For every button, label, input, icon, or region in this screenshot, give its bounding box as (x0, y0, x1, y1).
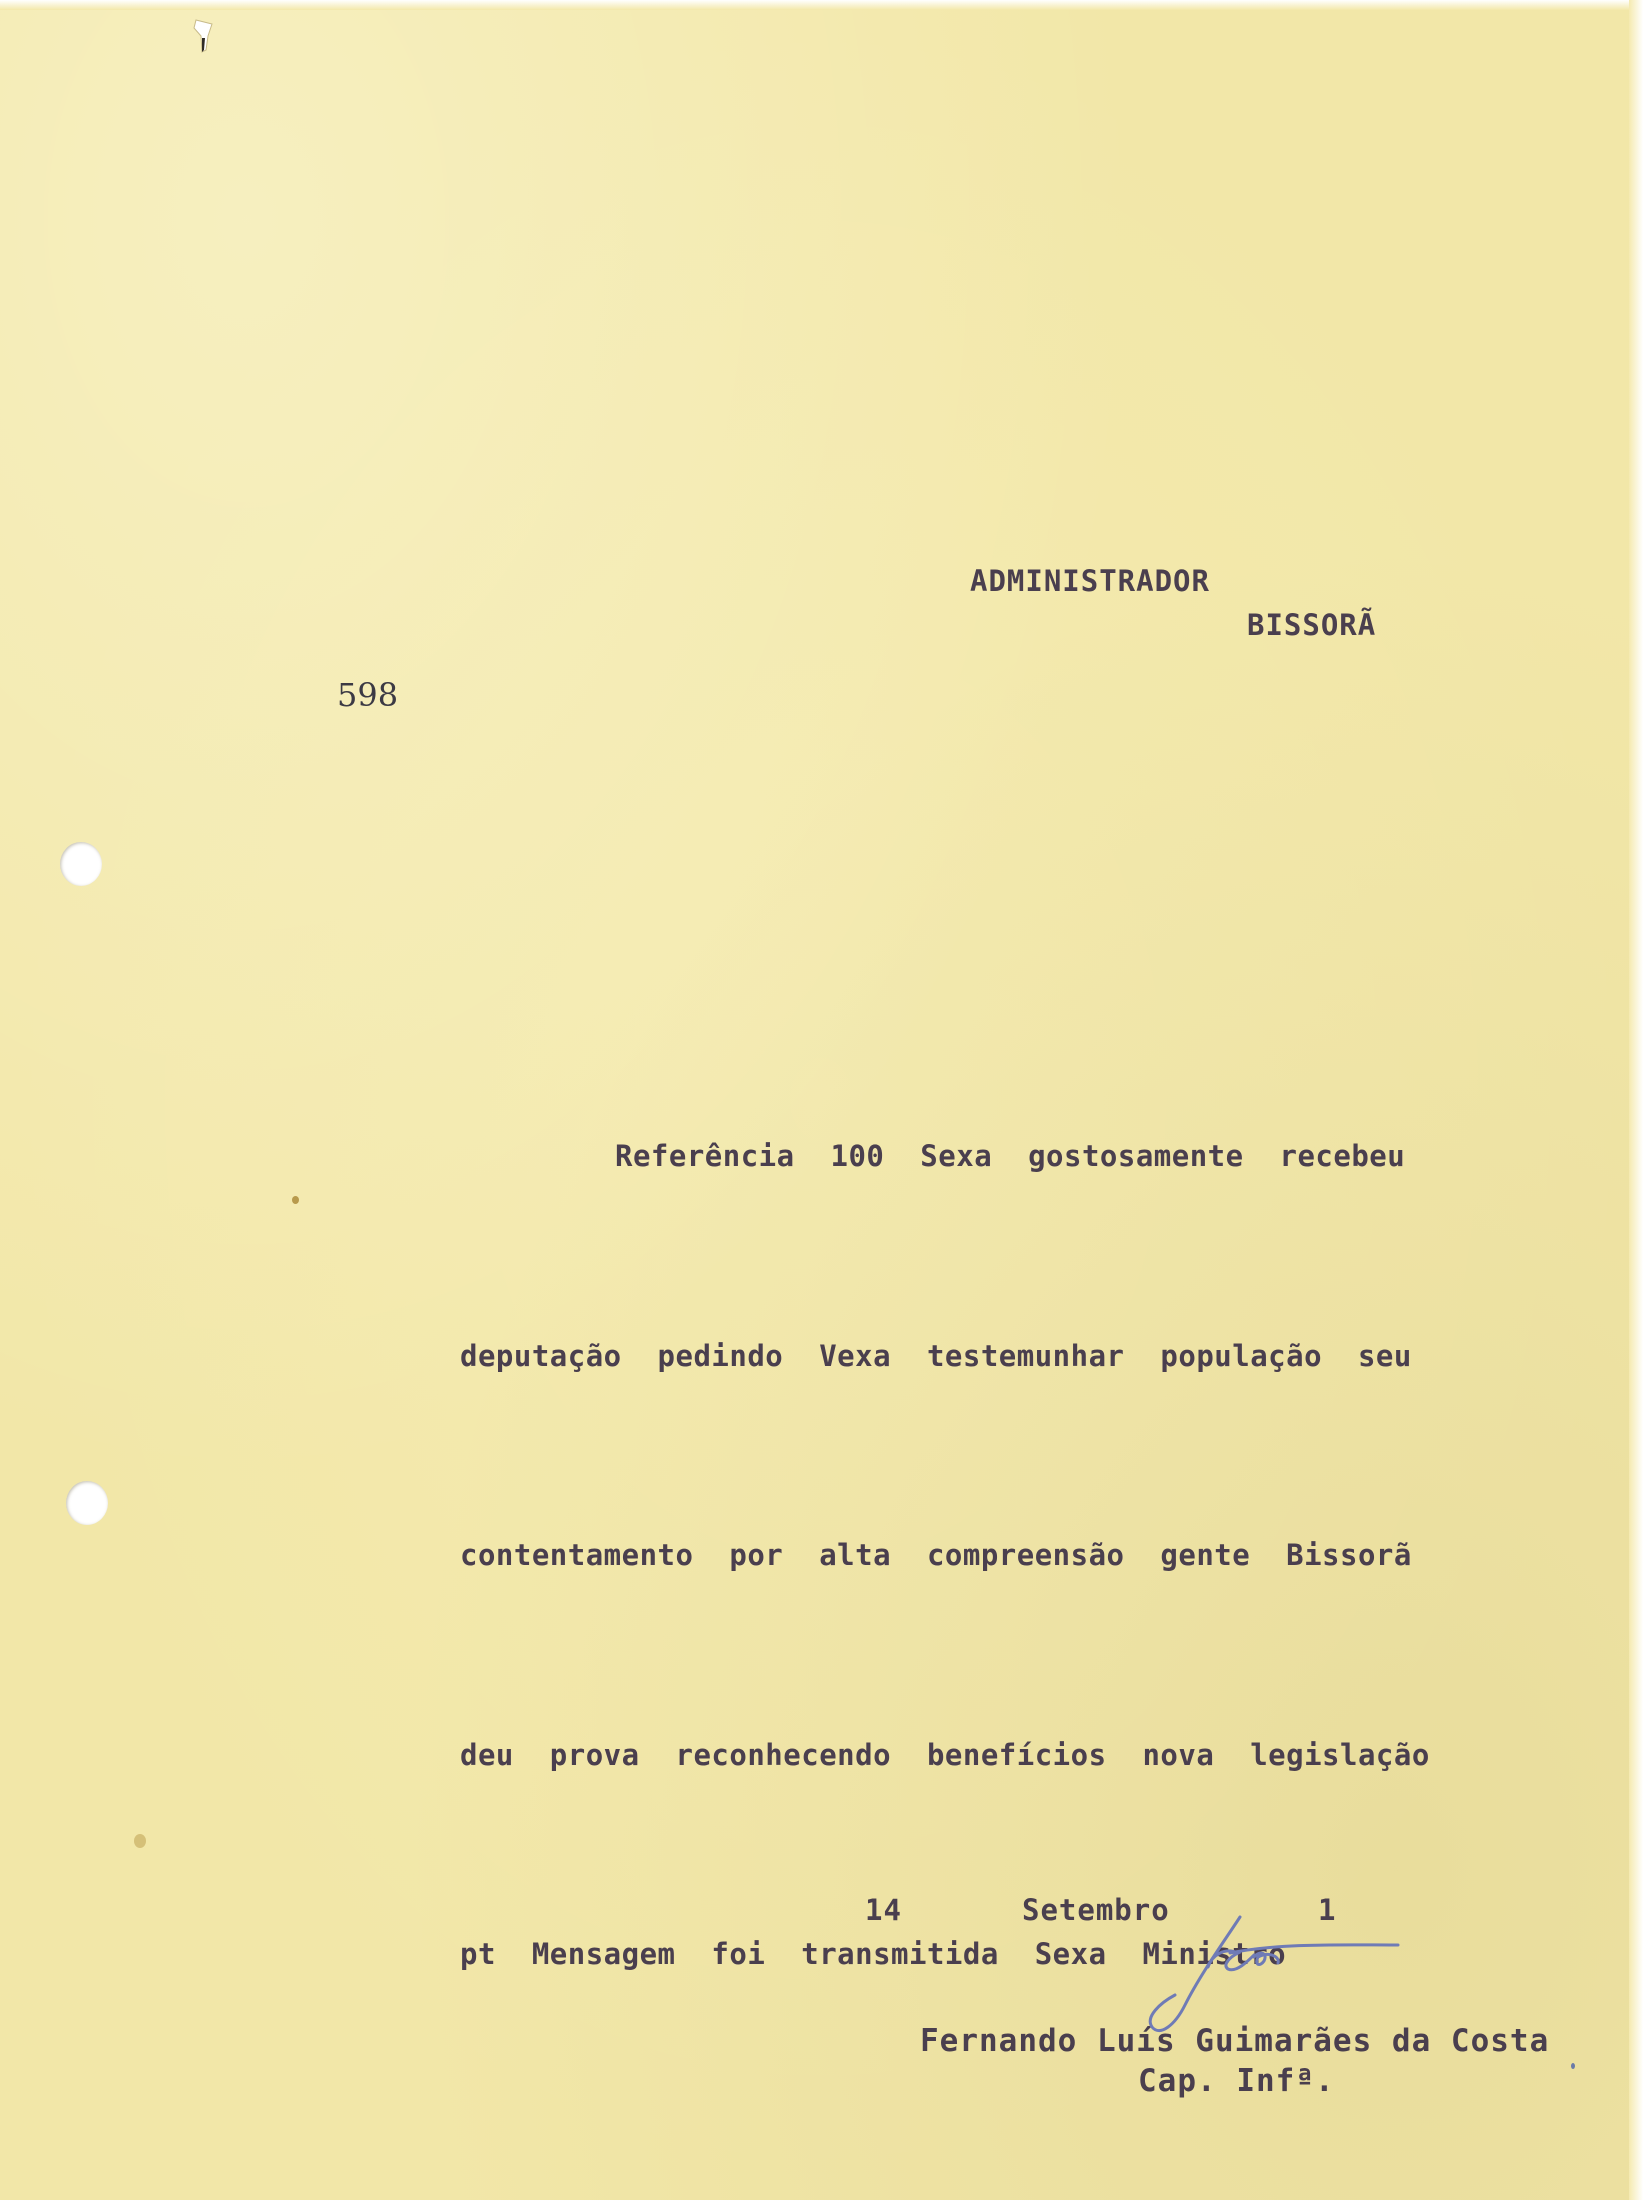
punch-hole-top (60, 842, 102, 886)
signature-icon (1130, 1895, 1410, 2045)
body-line: deputação pedindo Vexa testemunhar população seu (460, 1338, 1412, 1373)
body-line: deu prova reconhecendo benefícios nova legislação (460, 1737, 1430, 1772)
paper-stain (292, 1196, 299, 1204)
paper-stain (134, 1834, 146, 1848)
ink-speck (1571, 2063, 1575, 2069)
body-line: Referência 100 Sexa gostosamente recebeu (615, 1139, 1406, 1173)
page-right-edge (1629, 0, 1643, 2200)
recipient-title: ADMINISTRADOR (970, 564, 1210, 598)
body-line: pt Mensagem foi transmitida Sexa Ministro (460, 1937, 1287, 1971)
date-month: Setembro (1022, 1893, 1170, 1927)
recipient-place: BISSORÃ (1247, 608, 1377, 642)
paper-clip-remnant-icon (190, 16, 218, 70)
date-year: 1 (1318, 1893, 1337, 1927)
reference-number: 598 (337, 676, 399, 714)
body-line: contentamento por alta compreensão gente Bissorã (460, 1538, 1412, 1572)
punch-hole-bottom (66, 1481, 108, 1525)
date-day: 14 (865, 1893, 902, 1927)
signatory-rank: Cap. Infª. (1138, 2063, 1335, 2099)
signatory-name: Fernando Luís Guimarães da Costa (920, 2023, 1550, 2059)
page-top-edge (0, 0, 1643, 10)
